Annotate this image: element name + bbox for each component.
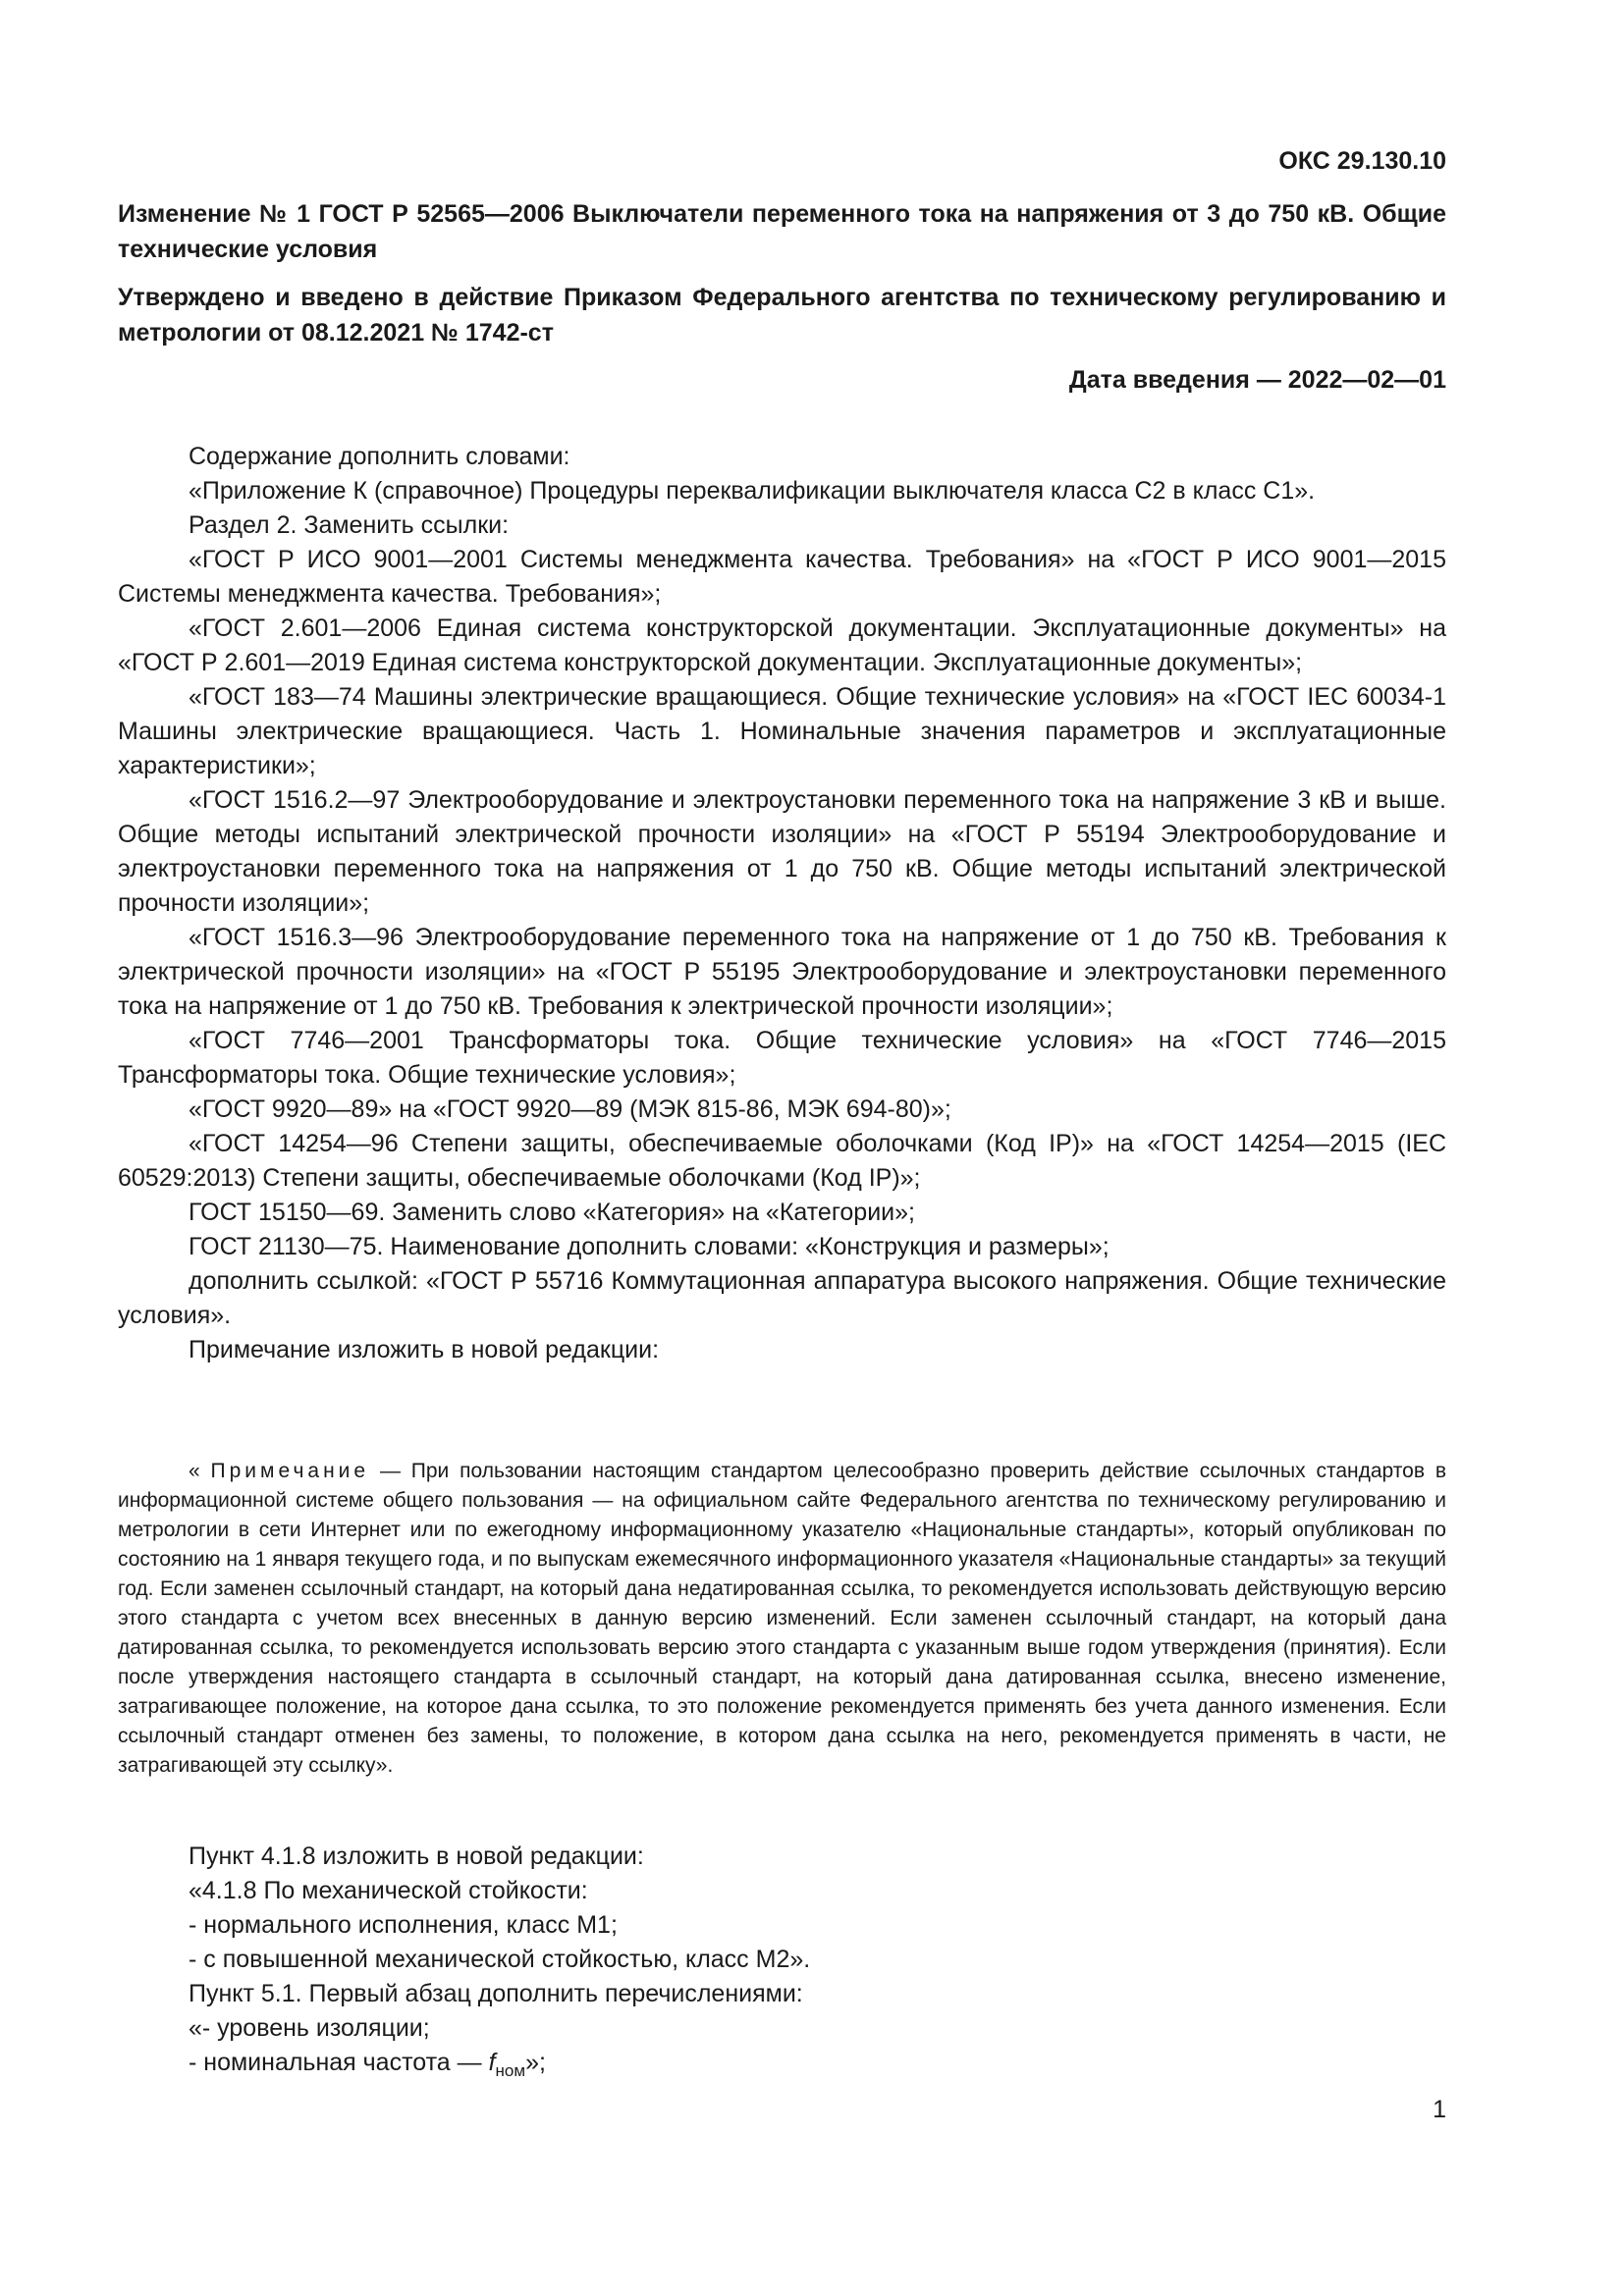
paragraph: «ГОСТ 1516.2—97 Электрооборудование и электроустановки переменного тока на напряжение 3 кВ и выше. Общие методы испытаний электрической прочности изоляции» на «ГОСТ Р 55194 Электрооборудование и электроустановки переменного тока на напряжения от 1 до 750 кВ. Общие методы испытаний электрической прочности изоляции»;: [118, 786, 1446, 917]
frequency-suffix: »;: [525, 2049, 546, 2076]
paragraph: - нормального исполнения, класс М1;: [189, 1911, 618, 1939]
paragraph: - с повышенной механической стойкостью, класс М2».: [189, 1946, 811, 1973]
oks-code: ОКС 29.130.10: [1278, 147, 1446, 175]
approval-statement: Утверждено и введено в действие Приказом Федерального агентства по техническому регулированию и метрологии от 08.12.2021 № 1742-ст: [118, 284, 1446, 347]
frequency-prefix: - номинальная частота —: [189, 2049, 489, 2076]
frequency-symbol: f: [488, 2049, 496, 2076]
paragraph: «- уровень изоляции;: [189, 2014, 430, 2042]
note-text: — При пользовании настоящим стандартом целесообразно проверить действие ссылочных стандартов в информационной системе общего пользования — на официальном сайте Федерального агентства по техническому регулированию и метрологии в сети Интернет или по ежегодному информационному указателю «Национальные стандарты», который опубликован по состоянию на 1 января текущего года, и по выпускам ежемесячного информационного указателя «Национальные стандарты» за текущий год. Если заменен ссылочный стандарт, на который дана недатированная ссылка, то рекомендуется использовать действующую версию этого стандарта с учетом всех внесенных в данную версию изменений. Если заменен ссылочный стандарт, на который дана датированная ссылка, то рекомендуется использовать версию этого стандарта с указанным выше годом утверждения (принятия). Если после утверждения настоящего стандарта в ссылочный стандарт, на который дана датированная ссылка, внесено изменение, затрагивающее положение, на которое дана ссылка, то это положение рекомендуется применять без учета данного изменения. Если ссылочный стандарт отменен без замены, то положение, в котором дана ссылка на него, рекомендуется применять в части, не затрагивающей эту ссылку».: [118, 1460, 1446, 1777]
paragraph: ГОСТ 15150—69. Заменить слово «Категория» на «Категории»;: [189, 1199, 915, 1226]
amendment-body: [118, 440, 1446, 1367]
paragraph: ГОСТ 21130—75. Наименование дополнить словами: «Конструкция и размеры»;: [189, 1233, 1110, 1260]
paragraph: «Приложение К (справочное) Процедуры переквалификации выключателя класса С2 в класс С1».: [189, 477, 1316, 505]
paragraph: «ГОСТ 183—74 Машины электрические вращающиеся. Общие технические условия» на «ГОСТ IEC 60034-1 Машины электрические вращающиеся. Часть 1. Номинальные значения параметров и эксплуатационные характеристики»;: [118, 683, 1446, 779]
paragraph: «ГОСТ 9920—89» на «ГОСТ 9920—89 (МЭК 815-86, МЭК 694-80)»;: [189, 1095, 951, 1123]
paragraph: Содержание дополнить словами:: [189, 443, 570, 470]
paragraph: Пункт 4.1.8 изложить в новой редакции:: [189, 1842, 644, 1870]
paragraph-frequency: [118, 2046, 1446, 2088]
amendment-tail: [118, 1840, 1446, 2088]
paragraph: «ГОСТ 14254—96 Степени защиты, обеспечиваемые оболочками (Код IP)» на «ГОСТ 14254—2015 (IEC 60529:2013) Степени защиты, обеспечиваемые оболочками (Код IP)»;: [118, 1130, 1446, 1192]
paragraph: Раздел 2. Заменить ссылки:: [189, 511, 510, 539]
paragraph: «ГОСТ Р ИСО 9001—2001 Системы менеджмента качества. Требования» на «ГОСТ Р ИСО 9001—2015 Системы менеджмента качества. Требования»;: [118, 546, 1446, 608]
note-block: [118, 1457, 1446, 1781]
paragraph: «ГОСТ 2.601—2006 Единая система конструкторской документации. Эксплуатационные документы» на «ГОСТ Р 2.601—2019 Единая система конструкторской документации. Эксплуатационные документы»;: [118, 614, 1446, 676]
effective-date: Дата введения — 2022—02—01: [1068, 366, 1446, 394]
note-label: Примечание: [210, 1460, 370, 1482]
note-paragraph: [118, 1457, 1446, 1781]
note-prefix: «: [189, 1460, 211, 1482]
paragraph: Примечание изложить в новой редакции:: [189, 1336, 660, 1363]
paragraph: «ГОСТ 1516.3—96 Электрооборудование переменного тока на напряжение от 1 до 750 кВ. Требования к электрической прочности изоляции» на «ГОСТ Р 55195 Электрооборудование и электроустановки переменного тока на напряжение от 1 до 750 кВ. Требования к электрической прочности изоляции»;: [118, 924, 1446, 1020]
frequency-subscript: ном: [495, 2061, 526, 2080]
page-number: 1: [1433, 2096, 1446, 2123]
amendment-title: Изменение № 1 ГОСТ Р 52565—2006 Выключатели переменного тока на напряжения от 3 до 750 кВ. Общие технические условия: [118, 200, 1446, 263]
paragraph: «4.1.8 По механической стойкости:: [189, 1877, 588, 1904]
paragraph: «ГОСТ 7746—2001 Трансформаторы тока. Общие технические условия» на «ГОСТ 7746—2015 Трансформаторы тока. Общие технические условия»;: [118, 1027, 1446, 1089]
paragraph: Пункт 5.1. Первый абзац дополнить перечислениями:: [189, 1980, 803, 2007]
paragraph: дополнить ссылкой: «ГОСТ Р 55716 Коммутационная аппаратура высокого напряжения. Общие технические условия».: [118, 1267, 1446, 1329]
